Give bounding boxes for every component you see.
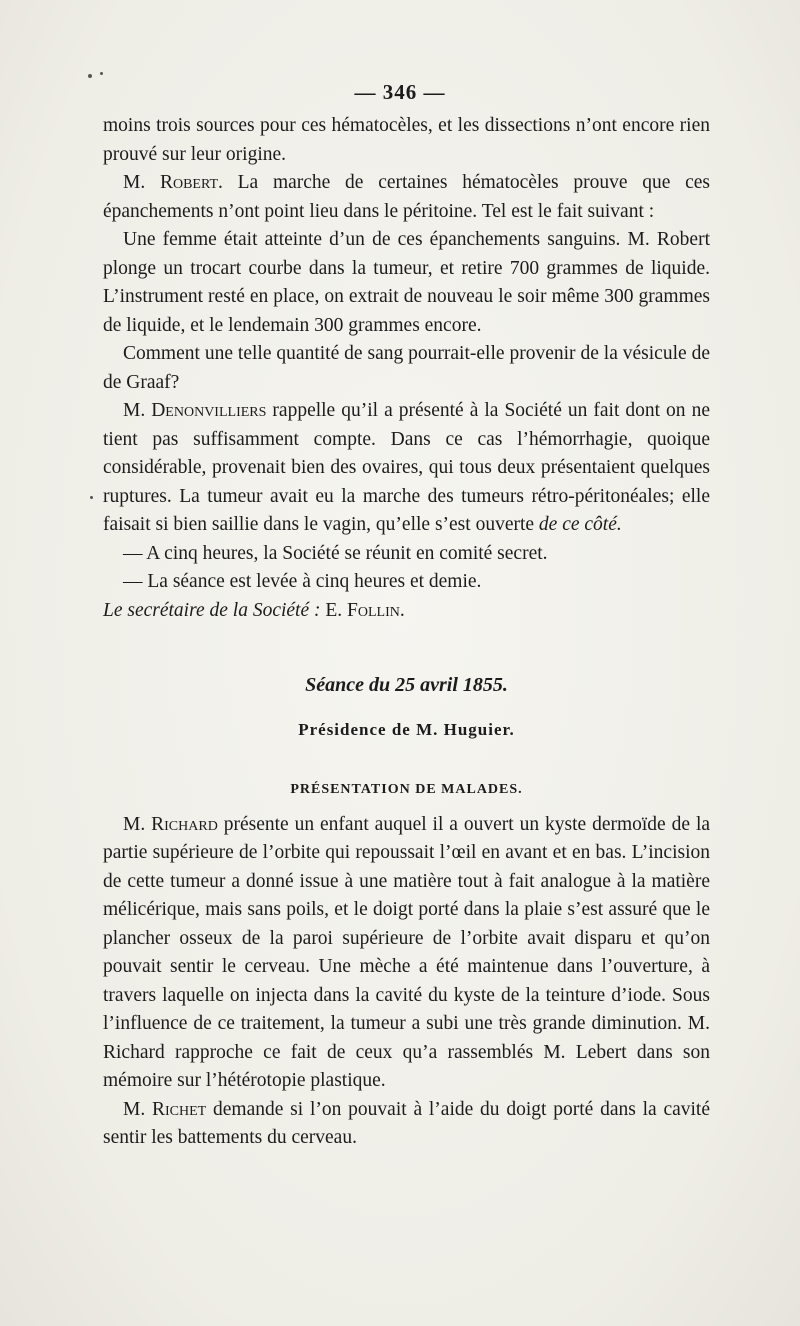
- paragraph: moins trois sources pour ces hématocèles, et les dissections n’ont encore rien prouvé sur leur origine.: [103, 115, 710, 165]
- page-number: — 346 —: [354, 80, 446, 104]
- paragraph: [103, 1096, 710, 1153]
- paragraph: — La séance est levée à cinq heures et demie.: [123, 571, 482, 592]
- session-title: Séance du 25 avril 1855.: [305, 674, 508, 696]
- paragraph: Comment une telle quantité de sang pourrait-elle provenir de la vésicule de de Graaf?: [103, 343, 710, 393]
- ink-speck: [90, 496, 93, 499]
- ink-speck: [100, 72, 103, 75]
- paragraph-text: demande si l’on pouvait à l’aide du doigt porté dans la cavité sentir les battements du cerveau.: [103, 1098, 711, 1148]
- speaker-name: M. Richet: [123, 1098, 207, 1120]
- presidence-heading: Présidence de M. Huguier.: [298, 719, 515, 739]
- paragraph-text: présente un enfant auquel il a ouvert un kyste dermoïde de la partie supérieure de l’orbite qui repoussait l’œil en avant et en bas. L’incision de cette tumeur a donné issue à une matière tout à fait analogue à la matière mélicérique, mais sans poils, et le doigt porté dans la plaie s’est assuré que le plancher osseux de la paroi supérieure de l’orbite avait disparu et qu’on pouvait sentir le cerveau. Une mèche a été maintenue dans l’ouverture, à travers laquelle on injecta dans la cavité du kyste de la teinture d’iode. Sous l’influence de ce traitement, la tumeur a subi une très grande diminution. M. Richard rapproche ce fait de ceux qu’a rassemblés M. Lebert dans son mémoire sur l’hétérotopie plastique.: [103, 813, 711, 1091]
- paragraph: [103, 169, 710, 226]
- italic-text: de ce côté.: [538, 514, 622, 535]
- paragraph-text: La marche de certaines hématocèles prouve que ces épanchements n’ont point lieu dans le péritoine. Tel est le fait suivant :: [103, 172, 710, 222]
- speaker-name: M. Richard: [123, 813, 218, 835]
- paragraph: Une femme était atteinte d’un de ces épanchements sanguins. M. Robert plonge un trocart courbe dans la tumeur, et retire 700 grammes de liquide. L’instrument resté en place, on extrait de nouveau le soir même 300 grammes de liquide, et le lendemain 300 grammes encore.: [103, 229, 710, 336]
- signature-name: E. Follin.: [325, 599, 405, 621]
- paragraph: [103, 811, 710, 1096]
- body-text: [103, 112, 710, 1153]
- ink-speck: [88, 74, 92, 78]
- paragraph: [103, 397, 710, 540]
- signature-label: Le secrétaire de la Société :: [103, 599, 321, 621]
- speaker-name: M. Robert.: [123, 172, 223, 193]
- paragraph-text: rappelle qu’il a présenté à la Société un fait dont on ne tient pas suffisamment compte. Dans ce cas l’hémorrhagie, quoique considérable, provenait bien des ovaires, qui tous deux présentaient quelques ruptures. La tumeur avait eu la marche des tumeurs rétro-péritonéales; elle faisait si bien saillie dans le vagin, qu’elle s’est ouverte: [103, 400, 710, 535]
- section-heading: PRÉSENTATION DE MALADES.: [290, 782, 523, 797]
- paragraph: — A cinq heures, la Société se réunit en comité secret.: [123, 542, 548, 564]
- signature: [103, 597, 710, 626]
- speaker-name: M. Denonvilliers: [123, 400, 267, 421]
